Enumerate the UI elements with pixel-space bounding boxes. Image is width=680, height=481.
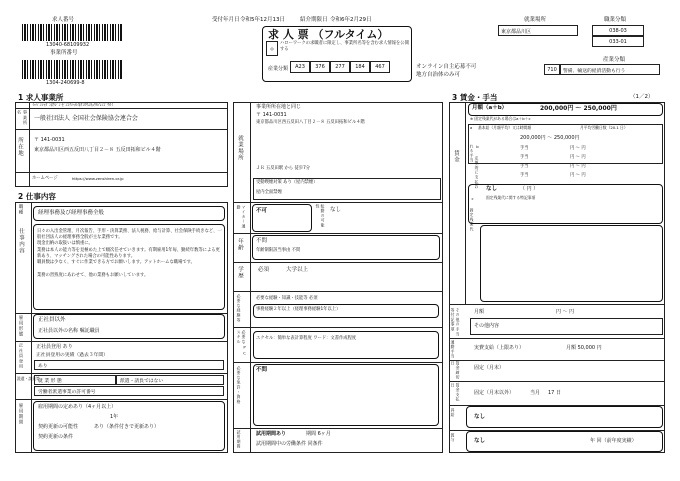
- sec2-title: 2 仕事内容: [18, 192, 56, 201]
- job-code-2: 033-01: [592, 36, 644, 47]
- job-code-1: 038-03: [592, 25, 644, 36]
- dispatch-no-label: 労働者派遣事業の許可番号: [34, 386, 224, 396]
- employment: 正社員以外: [38, 317, 66, 323]
- allowance-2: 手当: [520, 155, 529, 160]
- other-label: その他の手当等付記事項: [451, 308, 461, 337]
- hw-notice: ハローワークの求職者に限定し、事業所名等を含む求人情報を公開する: [280, 41, 409, 52]
- pay-day: 17 日: [548, 390, 561, 396]
- pc-value: エクセル：簡単な表計算程度 ワード：文書作成程度: [256, 336, 357, 341]
- barcode-seeker: [22, 24, 122, 41]
- allowance-1: 手当: [520, 146, 529, 151]
- workplace-zip: 〒 141-0031: [256, 112, 287, 118]
- barcode-office: [22, 60, 122, 79]
- office-no-label: 事業所番号: [50, 50, 78, 56]
- raise-value: なし: [474, 414, 486, 420]
- company-zip: 〒 141-0031: [34, 137, 65, 143]
- b-label: b 定額的に支払われる手当: [470, 144, 480, 190]
- close-label: 賃金締切日: [451, 361, 461, 381]
- employment-name: 正社員以外の名称 嘱託職員: [38, 328, 100, 334]
- homepage-label: ホームページ: [32, 176, 58, 181]
- homepage-url[interactable]: https://www.zenshiren.or.jp: [72, 176, 124, 181]
- trial-cond: 試用期間中の労働条件 同条件: [256, 441, 323, 447]
- transfer-label: 転勤の可能性: [316, 204, 326, 228]
- renew-label: 契約更新の可能性: [38, 424, 79, 430]
- renew-cond-label: 契約更新の条件: [38, 434, 74, 440]
- barcode1-number: 13040-68109932: [46, 42, 90, 48]
- monthly-label: 月額（a＋b）: [472, 105, 508, 111]
- base-label: 基本給（月額平均）又は時間額: [478, 125, 532, 130]
- seeker-no-label: 求人番号: [52, 17, 75, 23]
- commute-max: 月額 50,000 円: [566, 345, 602, 351]
- trial-period: 期間 6ヶ月: [306, 431, 331, 437]
- smoking-detail: 屋内全面禁煙: [256, 190, 282, 195]
- hourly-value: 月額: [474, 309, 485, 315]
- pc-label: 必要なPCスキル: [237, 330, 247, 357]
- industry-code-5: 467: [370, 61, 390, 73]
- c-label: c 固定残業代: [470, 196, 475, 232]
- pay-value: 固定（月末以外）: [474, 390, 515, 396]
- barcode2-number: 1304-240699-8: [46, 80, 85, 86]
- trial-value: 試用期間あり: [256, 431, 287, 437]
- name-label: 事業所名: [17, 110, 28, 126]
- dispatch-label: 派遣・請負等: [17, 376, 40, 381]
- dispatch-value: 派遣・請負ではない: [116, 375, 224, 385]
- edu-value: 必須: [258, 267, 270, 273]
- workplace-label: 就業場所: [237, 135, 243, 161]
- exp-label: 必要な経験等: [237, 294, 242, 323]
- pay-month: 当月: [530, 390, 541, 396]
- duties-label: 仕事内容: [18, 228, 24, 254]
- base-range: 200,000円 ～ 250,000円: [520, 135, 580, 141]
- intro-deadline: 令和6年2月29日: [330, 17, 372, 23]
- allowance-1-yen: 円 ～ 円: [570, 146, 586, 151]
- commute-label: 通勤手当: [451, 340, 456, 360]
- duties-text: 日々の入出金管理、月次報告、手形・決算業務、法人税務、給与計算、社会保険手続きなど、一般社団法人の経理事務全般が主な業務です。 現金出納の取扱いは慎重に。 業務は本人の能力等を見極めた上で順次任せていきます。有期雇用1年毎、勤続年数等による更新あり、マッチングされた場合の可能性あります。 職員数は少なく、すぐに作業できる方でお願いします。アットホームな職場です。 業務の習熟度にあわせて、他の業務もお願いしています。: [37, 229, 222, 278]
- c-detail: 固定残業代に関する特記事項: [486, 195, 536, 200]
- workplace-area-label: 就業場所: [524, 17, 547, 23]
- local-notice: 地方自治体のみ可: [416, 72, 461, 78]
- promotion-record-value: あり: [34, 360, 224, 370]
- close-value: 固定（月末）: [474, 365, 505, 371]
- industry-code-4: 184: [350, 61, 370, 73]
- period-value: 雇用期間の定めあり（4ヶ月以上）: [38, 404, 117, 410]
- industry2-name: 警備、輸送的経済活動も行う: [560, 64, 660, 75]
- monthly-range: 200,000円 ～ 250,000円: [540, 105, 617, 112]
- wage-label: 賃金: [453, 150, 459, 163]
- company-name: 一般社団法人 全国社会保険協会連合会: [34, 115, 138, 122]
- employment-label: 雇用形態: [18, 315, 23, 337]
- renew-value: あり（条件付きで更新あり）: [94, 424, 160, 430]
- company-address: 東京都品川区西五反田八丁目２－８ 五反田拓和ビル４階: [34, 147, 161, 153]
- kana: ｲｯﾊﾟﾝｼｬﾀﾞﾝﾎｳｼﾞﾝ ｾﾞﾝｺｸｼｬｶｲﾎｹﾝﾛｳﾑｷｮｳｶｲﾚﾝｺﾞｳｶｲ: [32, 102, 113, 107]
- c-yen: （ 円 ）: [520, 186, 539, 192]
- page-title: 求 人 票 （フルタイム）: [268, 28, 389, 41]
- job-class-label: 職業分類: [604, 17, 627, 23]
- edu-detail: 大学以上: [286, 267, 309, 273]
- dispatch-form-label: 就 業 形 態: [34, 375, 116, 385]
- transfer-value: なし: [330, 207, 342, 213]
- raise-label: 昇給: [451, 408, 456, 418]
- industry-code-1: A23: [290, 61, 310, 73]
- license-value: 不問: [256, 367, 268, 373]
- workplace-same: 事業所所在地と同じ: [256, 104, 302, 110]
- industry2-label: 産業分類: [603, 57, 626, 63]
- commute-value: 実費支給（上限あり）: [474, 345, 525, 351]
- industry-code-3: 277: [330, 61, 350, 73]
- intro-deadline-label: 紹介期限日: [300, 17, 328, 23]
- workplace-area: 東京都品川区: [498, 25, 578, 36]
- workplace-address: 東京都品川区西五反田八丁目２－８ 五反田拓和ビル４階: [256, 120, 365, 125]
- receipt-date: 令和5年12月13日: [240, 17, 285, 23]
- allowance-2-yen: 円 ～ 円: [570, 155, 586, 160]
- sec3-title: 3 賃金・手当: [452, 93, 498, 102]
- hw-checkbox: ◎: [266, 41, 278, 56]
- promotion-value: 正社員登用 あり: [36, 344, 73, 350]
- pay-label: 賃金支払日: [451, 383, 461, 403]
- occupation: 経理事務及び経理事務全般: [38, 210, 105, 216]
- sec1-title: 1 求人事業所: [18, 93, 64, 102]
- station: ＪＲ 五反田駅 から 徒歩7分: [256, 166, 311, 171]
- period-label: 雇用期間: [18, 403, 23, 425]
- page-count: （1／2）: [630, 94, 654, 100]
- smoking-label: 受動喫煙対策 あり（屋内禁煙）: [256, 180, 318, 185]
- online-notice: オンライン自主応募不可: [416, 64, 477, 70]
- receipt-date-label: 受付年月日: [212, 17, 240, 23]
- allowance-4-yen: 円 ～ 円: [570, 173, 586, 178]
- bonus-label: 賞与: [451, 433, 456, 443]
- age-note: 年齢制限該当事由 不問: [256, 248, 301, 253]
- bonus-value: なし: [474, 438, 486, 444]
- period-length: 1年: [110, 414, 119, 420]
- industry-code-2: 376: [310, 61, 330, 73]
- occupation-label: 職種: [18, 204, 23, 215]
- license-label: 必要な免許・資格: [237, 366, 242, 405]
- a-label: a: [470, 125, 473, 130]
- allowance-3: 手当: [520, 164, 529, 169]
- exp-detail: 事務経験２年以上（経理事務経験1年以上）: [256, 307, 341, 312]
- age-label: 年齢: [237, 238, 243, 251]
- industry2-code: 710: [544, 64, 560, 75]
- bonus-record: 年 回（前年度実績）: [590, 438, 637, 444]
- c-value: なし: [486, 186, 498, 192]
- industry-label: 産業分類: [268, 66, 289, 72]
- car-label: マイカー通勤: [237, 205, 247, 229]
- age-value: 不問: [256, 238, 268, 244]
- allowance-3-yen: 円 ～ 円: [570, 164, 586, 169]
- car-value: 不可: [256, 208, 268, 214]
- fixed-overtime-note: ※ 固定残業代がある場合はa＋b＋c: [470, 116, 531, 121]
- hourly-yen: 円 ～ 円: [556, 309, 575, 315]
- other-allow-label: その他内容: [474, 323, 500, 329]
- address-label: 所在地: [17, 137, 23, 157]
- allowance-4: 手当: [520, 173, 529, 178]
- trial-label: 試用期間: [237, 430, 242, 450]
- promotion-record: 正社員登用の実績（過去３年間）: [36, 353, 108, 358]
- exp-value: 必要な経験・知識・技能等 必須: [256, 296, 318, 301]
- promotion-label: 正社員登用: [19, 343, 24, 369]
- avg-days-label: 月平均労働日数（20.1 日）: [580, 125, 628, 130]
- edu-label: 学歴: [237, 266, 243, 279]
